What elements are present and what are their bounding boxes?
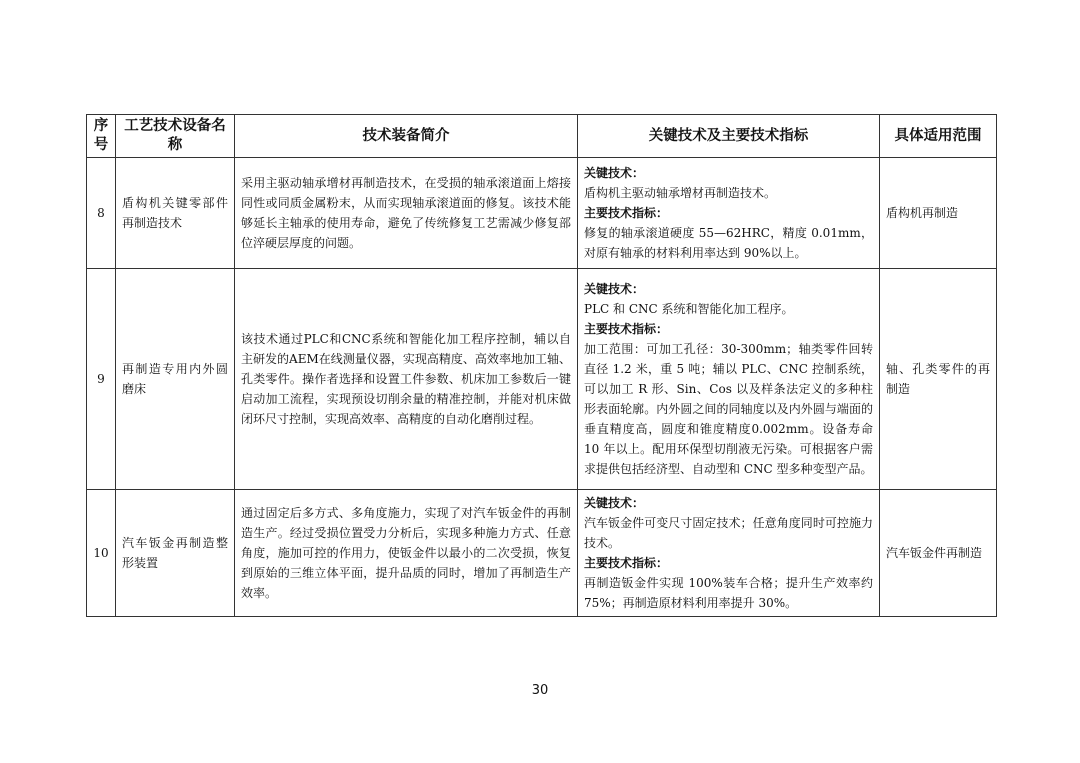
key-tech-label: 关键技术：: [584, 166, 645, 180]
header-key: 关键技术及主要技术指标: [578, 115, 880, 158]
row-intro: 采用主驱动轴承增材再制造技术，在受损的轴承滚道面上熔接同性或同质金属粉末，从而实现轴承滚道面的修复。该技术能够延长主轴承的使用寿命，避免了传统修复工艺需减少修复部位淬硬层厚度的问题。: [235, 158, 578, 269]
row-name: 盾构机关键零部件再制造技术: [116, 158, 235, 269]
metric-label: 主要技术指标：: [584, 206, 669, 220]
table-row: [87, 158, 997, 269]
table-row: [87, 269, 997, 490]
row-intro: 该技术通过PLC和CNC系统和智能化加工程序控制，辅以自主研发的AEM在线测量仪器，实现高精度、高效率地加工轴、孔类零件。操作者选择和设置工件参数、机床加工参数后一键启动加工流程，实现预设切削余量的精准控制，并能对机床做闭环尺寸控制，实现高效率、高精度的自动化磨削过程。: [235, 269, 578, 490]
header-seq: 序号: [87, 115, 116, 158]
page-number: 30: [531, 683, 549, 698]
table-row: [87, 490, 997, 617]
header-intro: 技术装备简介: [235, 115, 578, 158]
row-scope: 轴、孔类零件的再制造: [880, 269, 997, 490]
row-key-metrics: [578, 158, 880, 269]
row-seq: 8: [87, 158, 116, 269]
key-tech-text: 盾构机主驱动轴承增材再制造技术。: [584, 186, 777, 200]
key-tech-text: 汽车钣金件可变尺寸固定技术；任意角度同时可控施力技术。: [584, 516, 873, 550]
tech-equipment-table: [86, 114, 997, 617]
header-scope: 具体适用范围: [880, 115, 997, 158]
table-header-row: [87, 115, 997, 158]
row-seq: 10: [87, 490, 116, 617]
metric-label: 主要技术指标：: [584, 556, 669, 570]
key-tech-text: PLC 和 CNC 系统和智能化加工程序。: [584, 302, 794, 316]
metric-text: 修复的轴承滚道硬度 55—62HRC，精度 0.01mm，对原有轴承的材料利用率达到 90%以上。: [584, 226, 873, 260]
key-tech-label: 关键技术：: [584, 282, 645, 296]
metric-label: 主要技术指标：: [584, 322, 669, 336]
metric-text: 再制造钣金件实现 100%装车合格；提升生产效率约 75%；再制造原材料利用率提升 30%。: [584, 576, 873, 610]
metric-text: 加工范围：可加工孔径：30-300mm；轴类零件回转直径 1.2 米，重 5 吨；辅以 PLC、CNC 控制系统，可以加工 R 形、Sin、Cos 以及样条法定义的多种柱形表面轮廓。内外圆之间的同轴度以及内外圆与端面的垂直精度高，圆度和锥度精度0.002mm。设备寿命 10 年以上。配用环保型切削液无污染。可根据客户需求提供包括经济型、自动型和 CNC 型多种变型产品。: [584, 342, 873, 476]
row-name: 再制造专用内外圆磨床: [116, 269, 235, 490]
header-name: 工艺技术设备名称: [116, 115, 235, 158]
row-scope: 盾构机再制造: [880, 158, 997, 269]
row-scope: 汽车钣金件再制造: [880, 490, 997, 617]
row-key-metrics: [578, 269, 880, 490]
row-seq: 9: [87, 269, 116, 490]
key-tech-label: 关键技术：: [584, 496, 645, 510]
row-name: 汽车钣金再制造整形装置: [116, 490, 235, 617]
row-intro: 通过固定后多方式、多角度施力，实现了对汽车钣金件的再制造生产。经过受损位置受力分析后，实现多种施力方式、任意角度，施加可控的作用力，使钣金件以最小的二次受损，恢复到原始的三维立体平面，提升品质的同时，增加了再制造生产效率。: [235, 490, 578, 617]
row-key-metrics: [578, 490, 880, 617]
